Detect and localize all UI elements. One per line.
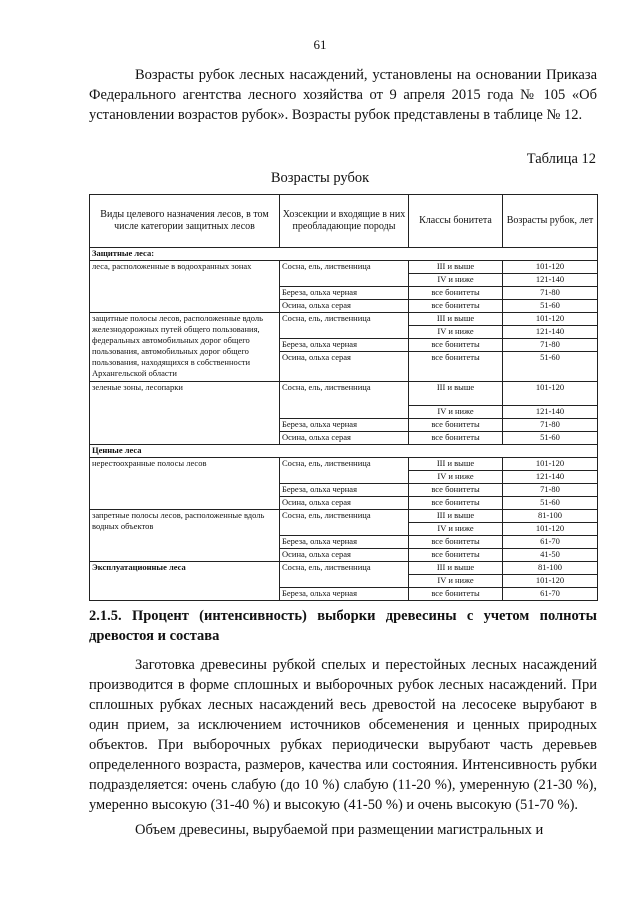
age-cell: 71-80 [503, 419, 598, 432]
paragraph-volume: Объем древесины, вырубаемой при размещении магистральных и [135, 822, 544, 838]
class-cell: все бонитеты [409, 339, 503, 352]
species-cell: Береза, ольха черная [280, 419, 409, 432]
species-cell: Береза, ольха черная [280, 287, 409, 300]
intro-paragraph: Возрасты рубок лесных насаждений, установлены на основании Приказа Федерального агентства лесного хозяйства от 9 апреля 2015 года № 105 «Об установлении возрастов рубок». Возрасты рубок представлены в таблице № 12. [89, 67, 597, 123]
class-cell: III и выше [409, 458, 503, 471]
class-cell: все бонитеты [409, 588, 503, 601]
age-cell: 71-80 [503, 484, 598, 497]
class-cell: все бонитеты [409, 536, 503, 549]
class-cell: IV и ниже [409, 326, 503, 339]
class-cell: все бонитеты [409, 287, 503, 300]
age-cell: 61-70 [503, 588, 598, 601]
species-cell: Осина, ольха серая [280, 432, 409, 445]
category-valuable: Ценные леса [90, 445, 598, 458]
class-cell: III и выше [409, 313, 503, 326]
age-cell: 61-70 [503, 536, 598, 549]
age-cell: 121-140 [503, 471, 598, 484]
header-class: Классы бонитета [409, 195, 503, 248]
class-cell: все бонитеты [409, 549, 503, 562]
age-cell: 101-120 [503, 382, 598, 406]
species-cell: Осина, ольха серая [280, 300, 409, 313]
age-cell: 101-120 [503, 575, 598, 588]
class-cell: IV и ниже [409, 471, 503, 484]
group-strips: защитные полосы лесов, расположенные вдоль железнодорожных путей общего пользования, федеральных автомобильных дорог общего пользования, автомобильных дорог общего пользования, находящихся в собственности Архангельской области [90, 313, 280, 382]
category-protective: Защитные леса: [90, 248, 598, 261]
species-cell: Сосна, ель, лиственница [280, 382, 409, 419]
header-species: Хозсекции и входящие в них преобладающие породы [280, 195, 409, 248]
age-cell: 121-140 [503, 274, 598, 287]
cutting-age-table [89, 194, 598, 601]
species-cell: Осина, ольха серая [280, 497, 409, 510]
age-cell: 51-60 [503, 432, 598, 445]
class-cell: III и выше [409, 562, 503, 575]
group-water: леса, расположенные в водоохранных зонах [90, 261, 280, 313]
species-cell: Береза, ольха черная [280, 536, 409, 549]
age-cell: 81-100 [503, 562, 598, 575]
table-title: Возрасты рубок [270, 170, 370, 186]
age-cell: 101-120 [503, 313, 598, 326]
class-cell: IV и ниже [409, 575, 503, 588]
species-cell: Сосна, ель, лиственница [280, 313, 409, 339]
class-cell: III и выше [409, 382, 503, 406]
section-heading: 2.1.5. Процент (интенсивность) выборки древесины с учетом полноты древостоя и состава [89, 608, 597, 644]
species-cell: Береза, ольха черная [280, 339, 409, 352]
group-green: зеленые зоны, лесопарки [90, 382, 280, 445]
class-cell: все бонитеты [409, 300, 503, 313]
class-cell: все бонитеты [409, 432, 503, 445]
class-cell: все бонитеты [409, 484, 503, 497]
class-cell: все бонитеты [409, 352, 503, 382]
header-age: Возрасты рубок, лет [503, 195, 598, 248]
group-spawning: нерестоохранные полосы лесов [90, 458, 280, 510]
age-cell: 51-60 [503, 300, 598, 313]
group-forbidden: запретные полосы лесов, расположенные вдоль водных объектов [90, 510, 280, 562]
paragraph-harvesting: Заготовка древесины рубкой спелых и перестойных лесных насаждений производится в форме сплошных и выборочных рубок лесных насаждений. При сплошных рубках лесных насаждений весь древостой на лесосеке вырубают в один прием, за исключением источников обсеменения и ценных природных объектов. При выборочных рубках периодически вырубают часть деревьев определенного возраста, размеров, качества или состояния. Интенсивность рубки подразделяется: очень слабую (до 10 %) слабую (11-20 %), умеренную (21-30 %), умеренно высокую (31-40 %) и высокую (41-50 %) и очень высокую (51-70 %). [89, 657, 597, 813]
age-cell: 101-120 [503, 458, 598, 471]
table-label: Таблица 12 [526, 151, 596, 167]
species-cell: Осина, ольха серая [280, 352, 409, 382]
age-cell: 71-80 [503, 287, 598, 300]
species-cell: Сосна, ель, лиственница [280, 261, 409, 287]
age-cell: 101-120 [503, 261, 598, 274]
age-cell: 41-50 [503, 549, 598, 562]
header-purpose: Виды целевого назначения лесов, в том числе категории защитных лесов [90, 195, 280, 248]
species-cell: Осина, ольха серая [280, 549, 409, 562]
age-cell: 121-140 [503, 326, 598, 339]
age-cell: 121-140 [503, 406, 598, 419]
age-cell: 71-80 [503, 339, 598, 352]
category-exploitation: Эксплуатационные леса [90, 562, 280, 601]
class-cell: IV и ниже [409, 523, 503, 536]
age-cell: 51-60 [503, 497, 598, 510]
age-cell: 51-60 [503, 352, 598, 382]
class-cell: III и выше [409, 510, 503, 523]
class-cell: все бонитеты [409, 497, 503, 510]
age-cell: 101-120 [503, 523, 598, 536]
class-cell: все бонитеты [409, 419, 503, 432]
class-cell: IV и ниже [409, 406, 503, 419]
page-number: 61 [313, 37, 327, 52]
age-cell: 81-100 [503, 510, 598, 523]
species-cell: Сосна, ель, лиственница [280, 510, 409, 536]
species-cell: Береза, ольха черная [280, 484, 409, 497]
species-cell: Сосна, ель, лиственница [280, 458, 409, 484]
class-cell: IV и ниже [409, 274, 503, 287]
species-cell: Береза, ольха черная [280, 588, 409, 601]
class-cell: III и выше [409, 261, 503, 274]
species-cell: Сосна, ель, лиственница [280, 562, 409, 588]
